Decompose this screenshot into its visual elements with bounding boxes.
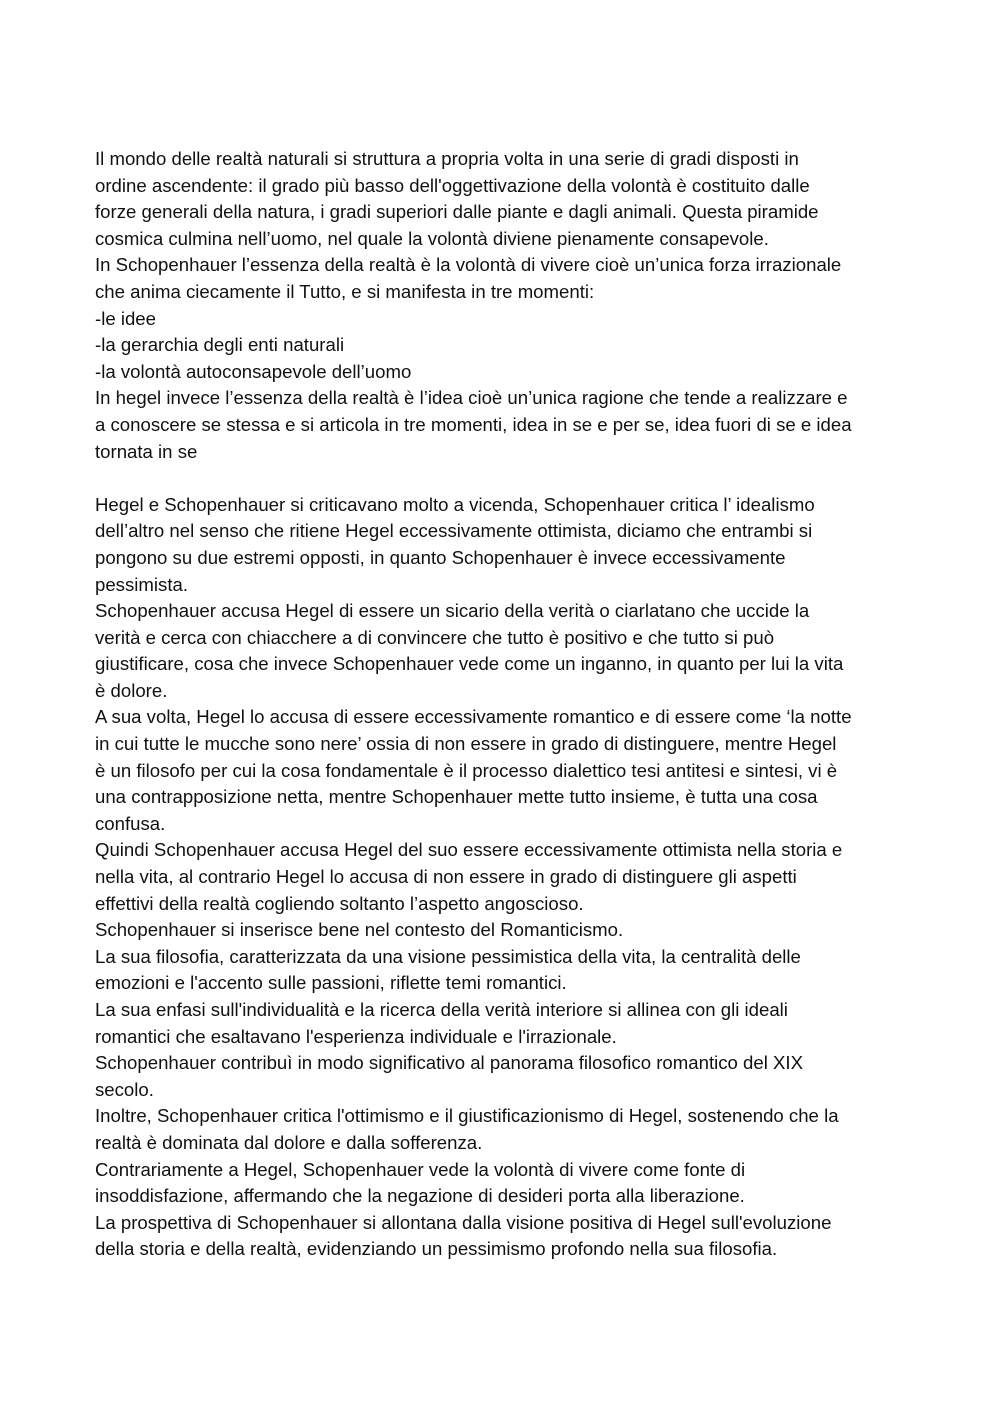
text-line: pessimista. — [95, 573, 188, 595]
text-line: pongono su due estremi opposti, in quanto Schopenhauer è invece eccessivamente — [95, 546, 786, 568]
text-line: cosmica culmina nell’uomo, nel quale la volontà diviene pienamente consapevole. — [95, 227, 769, 249]
text-line: Inoltre, Schopenhauer critica l'ottimismo e il giustificazionismo di Hegel, sostenendo che la — [95, 1105, 839, 1127]
text-line: Il mondo delle realtà naturali si struttura a propria volta in una serie di gradi disposti in — [95, 148, 799, 169]
list-item: -la gerarchia degli enti naturali — [95, 334, 345, 356]
blank-line — [95, 465, 910, 492]
text-line: a conoscere se stessa e si articola in tre momenti, idea in se e per se, idea fuori di se e idea — [95, 413, 852, 435]
text-line: In Schopenhauer l’essenza della realtà è la volontà di vivere cioè un’unica forza irrazionale — [95, 254, 842, 276]
list-item: -la volontà autoconsapevole dell’uomo — [95, 360, 412, 382]
list-item: -le idee — [95, 307, 156, 329]
text-line: ordine ascendente: il grado più basso dell'oggettivazione della volontà è costituito dalle — [95, 174, 810, 196]
text-line: confusa. — [95, 812, 166, 834]
text-line: nella vita, al contrario Hegel lo accusa di non essere in grado di distinguere gli aspetti — [95, 866, 797, 888]
text-line: secolo. — [95, 1078, 154, 1100]
text-line: giustificare, cosa che invece Schopenhauer vede come un inganno, in quanto per lui la vita — [95, 653, 844, 675]
text-line: verità e cerca con chiacchere a di convincere che tutto è positivo e che tutto si può — [95, 626, 775, 648]
text-line: romantici che esaltavano l'esperienza individuale e l'irrazionale. — [95, 1025, 617, 1047]
text-line: in cui tutte le mucche sono nere’ ossia di non essere in grado di distinguere, mentre Hegel — [95, 733, 837, 755]
text-line: Schopenhauer si inserisce bene nel contesto del Romanticismo. — [95, 919, 624, 941]
text-line: insoddisfazione, affermando che la negazione di desideri porta alla liberazione. — [95, 1185, 745, 1207]
text-line: Quindi Schopenhauer accusa Hegel del suo essere eccessivamente ottimista nella storia e — [95, 839, 843, 861]
text-line: effettivi della realtà cogliendo soltanto l’aspetto angoscioso. — [95, 892, 584, 914]
text-line: della storia e della realtà, evidenziando un pessimismo profondo nella sua filosofia. — [95, 1238, 778, 1260]
document-body — [95, 146, 910, 1263]
text-line: che anima ciecamente il Tutto, e si manifesta in tre momenti: — [95, 280, 595, 302]
text-line: Schopenhauer accusa Hegel di essere un sicario della verità o ciarlatano che uccide la — [95, 600, 810, 622]
text-line: A sua volta, Hegel lo accusa di essere eccessivamente romantico e di essere come ‘la notte — [95, 706, 852, 728]
text-line: emozioni e l'accento sulle passioni, riflette temi romantici. — [95, 972, 567, 994]
text-line: è un filosofo per cui la cosa fondamentale è il processo dialettico tesi antitesi e sintesi, vi è — [95, 759, 838, 781]
text-line: Schopenhauer contribuì in modo significativo al panorama filosofico romantico del XIX — [95, 1052, 803, 1074]
text-line: realtà è dominata dal dolore e dalla sofferenza. — [95, 1131, 483, 1153]
text-line: Hegel e Schopenhauer si criticavano molto a vicenda, Schopenhauer critica l’ idealismo — [95, 493, 815, 515]
text-line: La prospettiva di Schopenhauer si allontana dalla visione positiva di Hegel sull'evoluzione — [95, 1211, 832, 1233]
text-line: dell’altro nel senso che ritiene Hegel eccessivamente ottimista, diciamo che entrambi si — [95, 520, 813, 542]
text-line: tornata in se — [95, 440, 198, 462]
text-line: La sua enfasi sull'individualità e la ricerca della verità interiore si allinea con gli ideali — [95, 999, 788, 1020]
text-line: una contrapposizione netta, mentre Schopenhauer mette tutto insieme, è tutta una cosa — [95, 786, 818, 808]
text-line: è dolore. — [95, 679, 168, 701]
text-line: forze generali della natura, i gradi superiori dalle piante e dagli animali. Questa piramide — [95, 201, 819, 223]
text-line: La sua filosofia, caratterizzata da una visione pessimistica della vita, la centralità delle — [95, 945, 801, 967]
text-line: Contrariamente a Hegel, Schopenhauer vede la volontà di vivere come fonte di — [95, 1158, 746, 1180]
text-line: In hegel invece l’essenza della realtà è l’idea cioè un’unica ragione che tende a realizzare e — [95, 387, 848, 409]
